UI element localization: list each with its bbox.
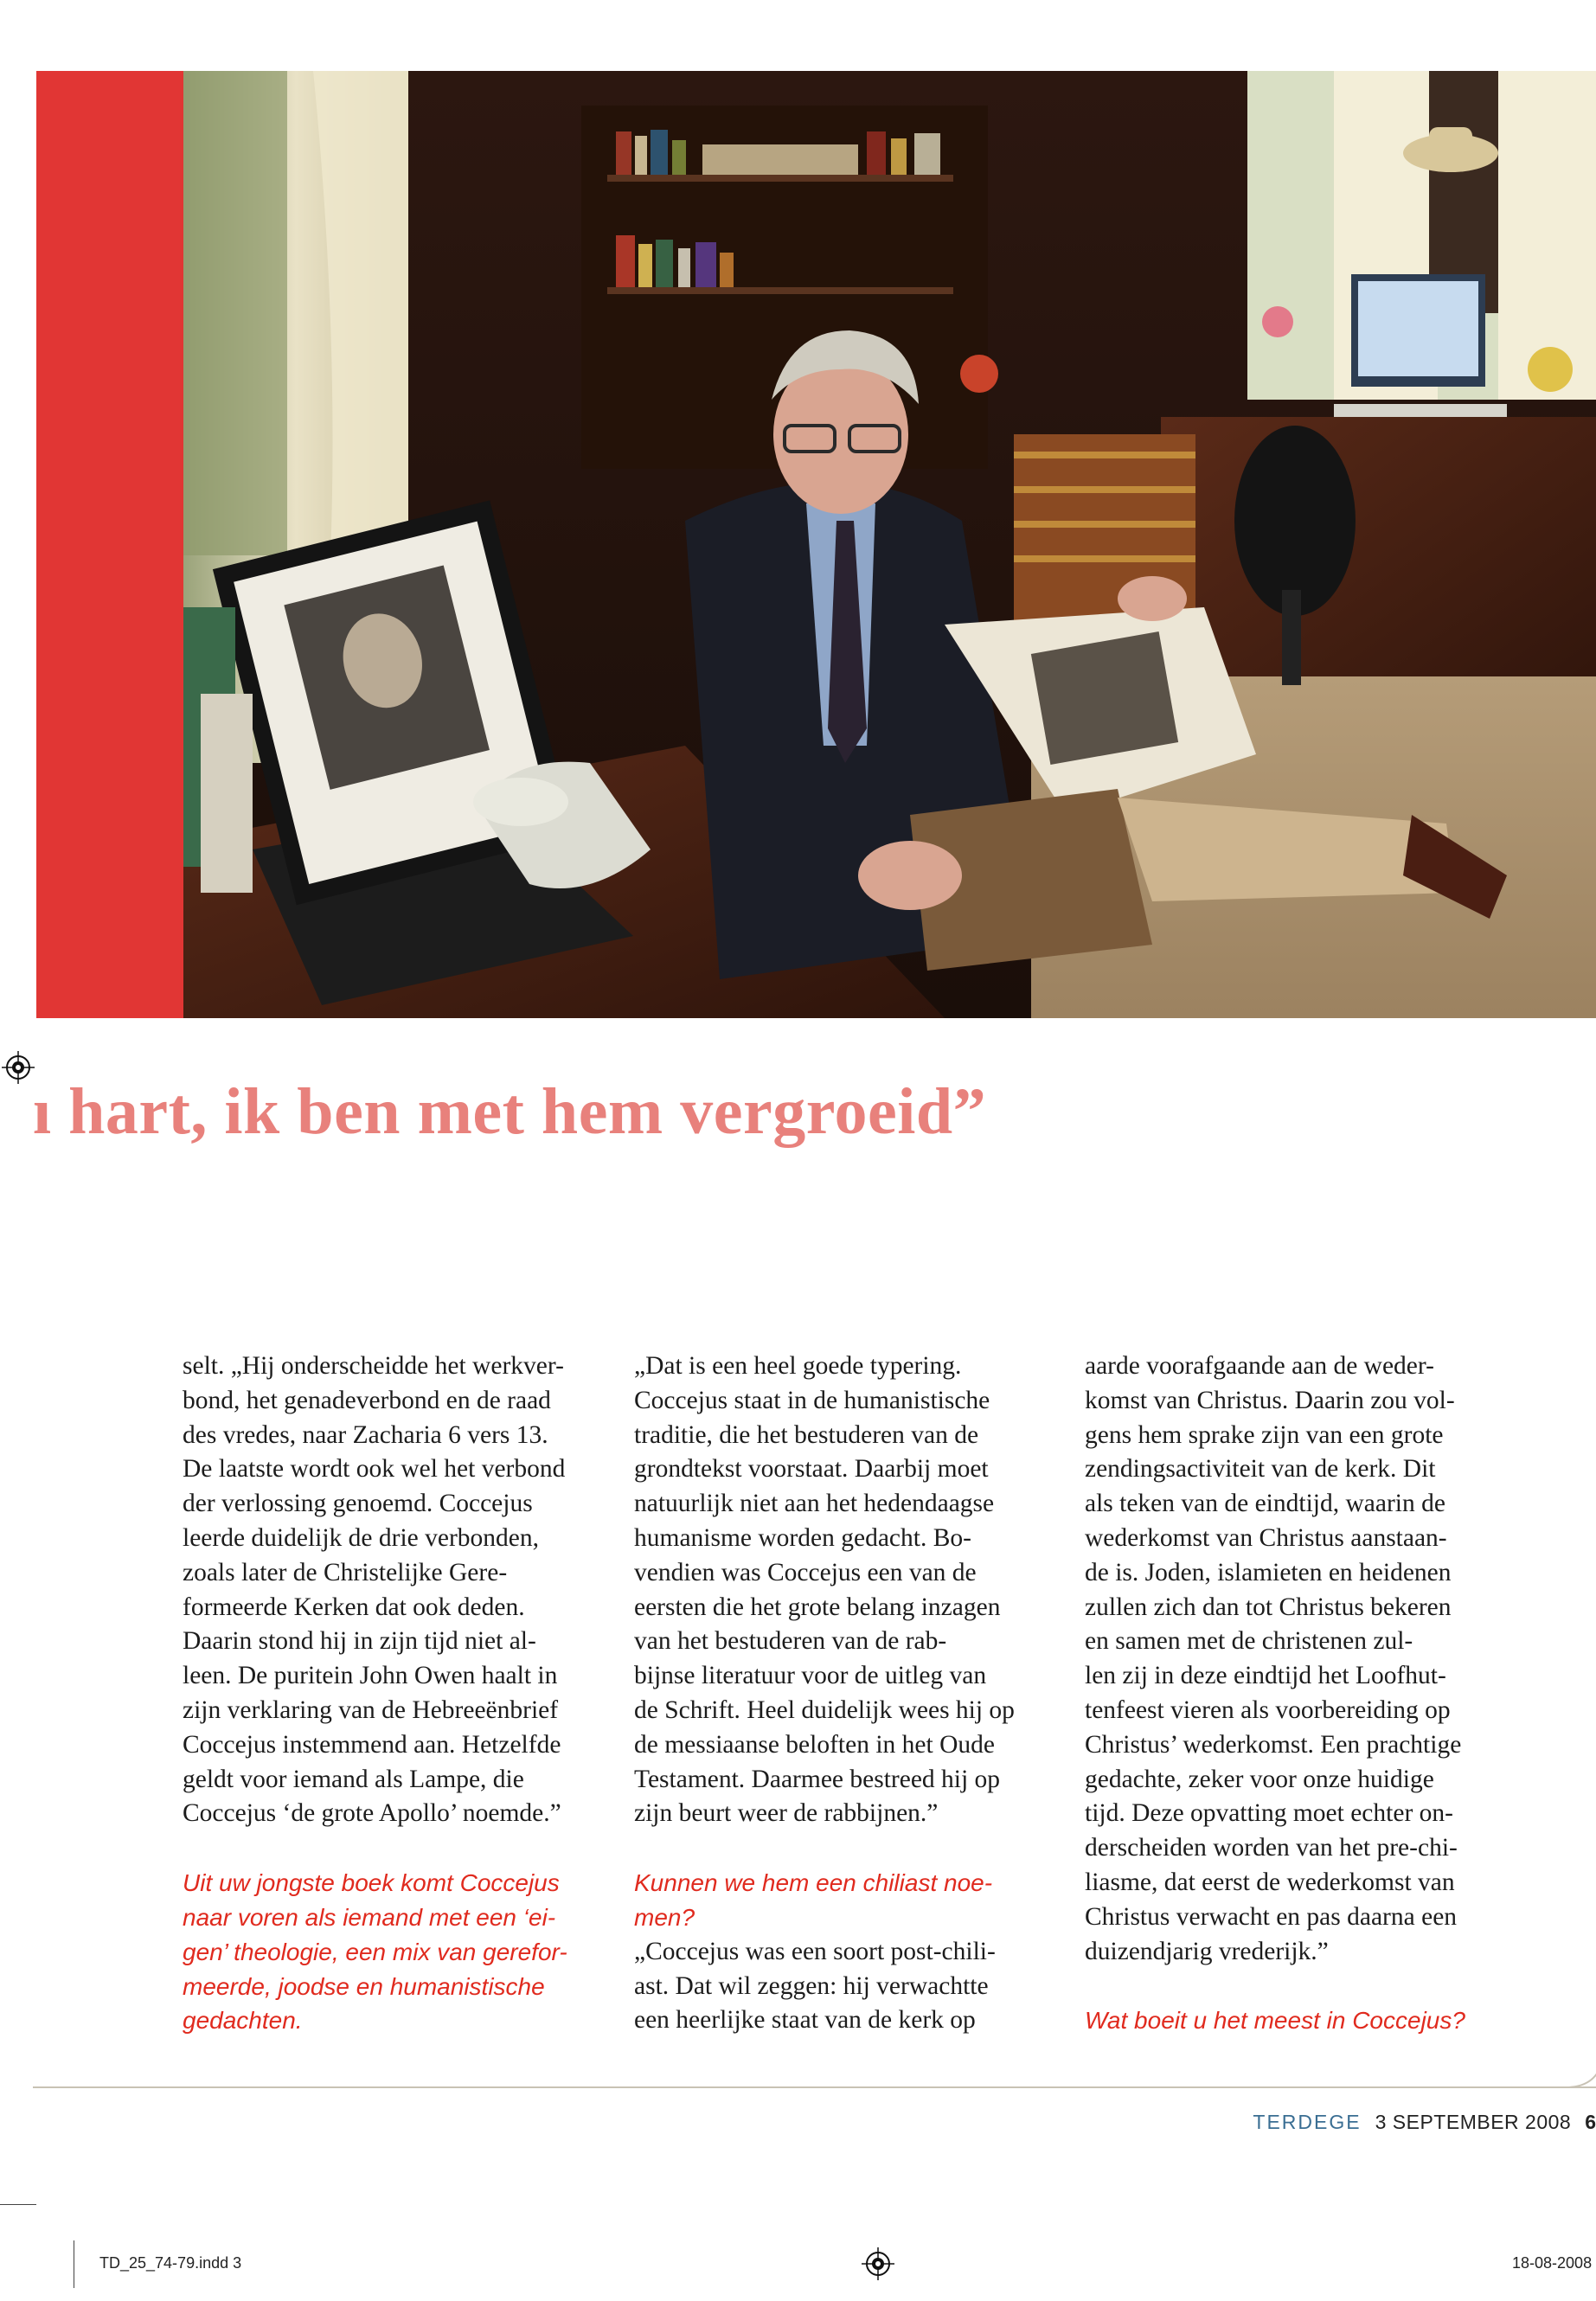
footer-rule-curve-icon (1566, 2024, 1596, 2089)
crop-mark (0, 2204, 36, 2205)
footer-rule (33, 2086, 1596, 2088)
interview-question: Kunnen we hem een chiliast noe- men? (634, 1869, 993, 1931)
magazine-name: TERDEGE (1253, 2111, 1362, 2133)
portrait-photo (183, 71, 1596, 1018)
page-folio (1125, 2111, 1596, 2134)
red-accent-band (36, 71, 183, 1018)
text-column-3 (1085, 1349, 1517, 2038)
body-paragraph: „Coccejus was een soort post-chili- ast. Dat wil zeggen: hij verwachtte een heerlijke staat van de kerk op (634, 1937, 996, 2035)
text-column-2 (634, 1349, 1067, 2073)
body-paragraph: „Dat is een heel goede typering. Coccejus staat in de humanistische traditie, die het bestuderen van de grondtekst voorstaat. Daarbij moet natuurlijk niet aan het hedendaagse humanisme worden gedacht. Bo- vendien was Coccejus een van de eersten die het grote belang inzagen van het bestuderen van de rab- bijnse literatuur voor de uitleg van de Schrift. Heel duidelijk wees hij op de messiaanse beloften in het Oude Testament. Daarmee bestreed hij op zijn beurt weer de rabbijnen.” (634, 1352, 1015, 1828)
body-paragraph: aarde voorafgaande aan de weder- komst van Christus. Daarin zou vol- gens hem sprake zijn van een grote zendingsactiviteit van de kerk. Dit als teken van de eindtijd, waarin de wederkomst van Christus aanstaan- de is. Joden, islamieten en heidenen zullen zich dan tot Christus bekeren en samen met de christenen zul- len zij in deze eindtijd het Loofhut- tenfeest vieren als voorbereiding op Christus’ wederkomst. Een prachtige gedachte, zeker voor onze huidige tijd. Deze opvatting moet echter on- derscheiden worden van het pre-chi- liasme, dat eerst de wederkomst van Christus verwacht en pas daarna een duizendjarig vrederijk.” (1085, 1352, 1462, 1965)
slug-date: 18-08-2008 (1512, 2254, 1593, 2272)
slug-filename: TD_25_74-79.indd 3 (99, 2254, 242, 2272)
body-paragraph: selt. „Hij onderscheidde het werkver- bond, het genadeverbond en de raad des vredes, naar Zacharia 6 vers 13. De laatste wordt ook wel het verbond der verlossing genoemd. Coccejus leerde duidelijk de drie verbonden, zoals later de Christelijke Gere- formeerde Kerken dat ook deden. Daarin stond hij in zijn tijd niet al- leen. De puritein John Owen haalt in zijn verklaring van de Hebreeënbrief Coccejus instemmend aan. Hetzelfde geldt voor iemand als Lampe, die Coccejus ‘de grote Apollo’ noemde.” (183, 1352, 566, 1828)
registration-mark-icon (2, 1051, 35, 1084)
interview-question: Uit uw jongste boek komt Coccejus naar voren als iemand met een ‘ei- gen’ theologie, een mix van gerefor- meerde, joodse en humanistische gedachten. (183, 1869, 567, 2035)
text-column-1 (183, 1349, 615, 2038)
interview-question: Wat boeit u het meest in Coccejus? (1085, 2007, 1465, 2035)
registration-mark-icon (862, 2247, 894, 2280)
portrait-photo-icon (183, 71, 1596, 1018)
pull-quote: ı hart, ik ben met hem vergroeid” (33, 1075, 987, 1148)
issue-date: 3 SEPTEMBER 2008 (1375, 2111, 1572, 2133)
page-number: 6 (1585, 2111, 1596, 2133)
